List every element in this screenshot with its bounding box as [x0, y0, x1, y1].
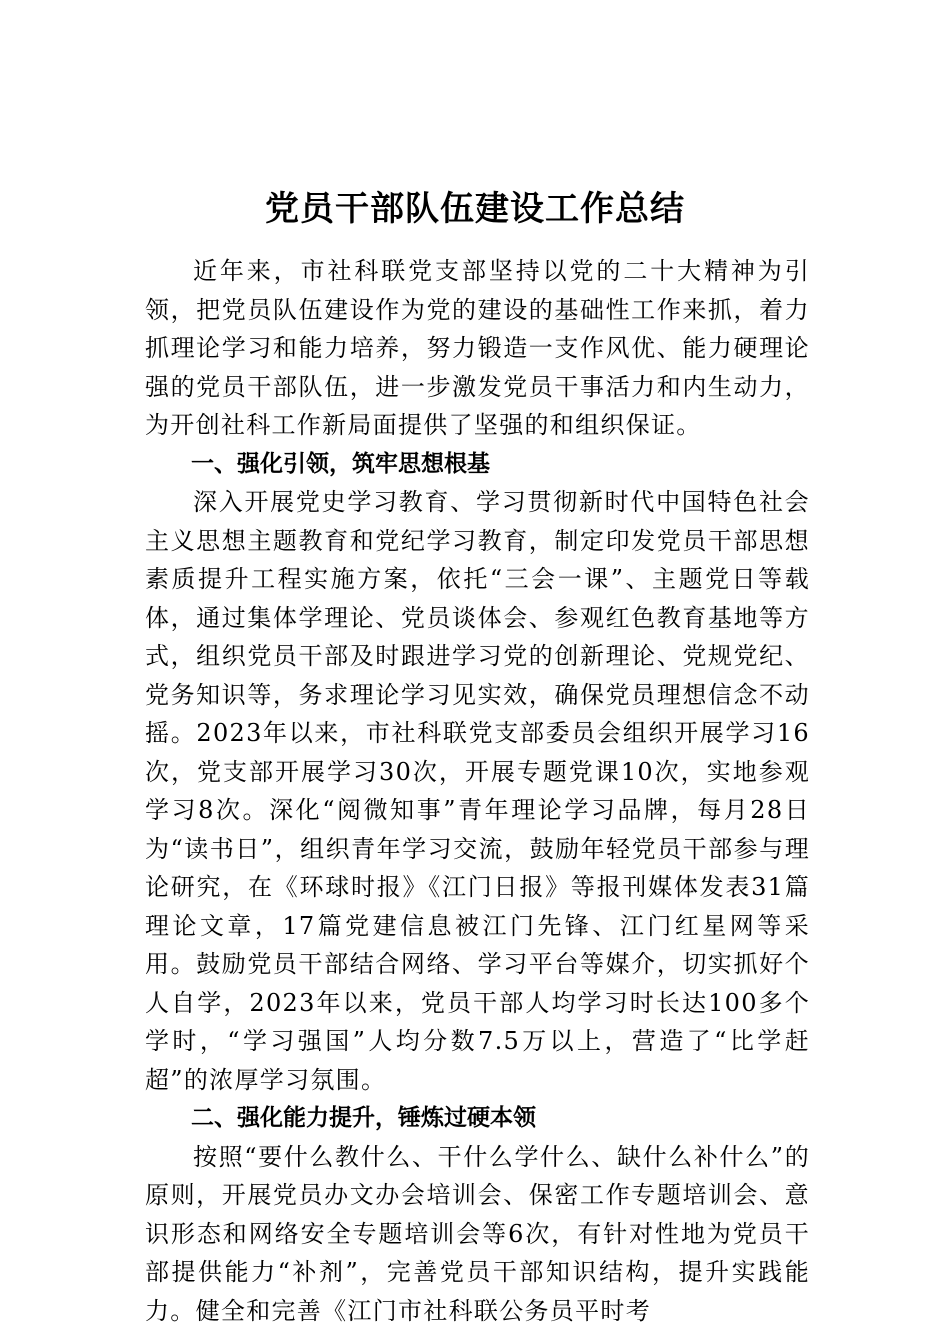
section-1-heading: 一、强化引领，筑牢思想根基 — [191, 450, 490, 477]
document-body — [145, 252, 810, 1330]
document-title: 党员干部队伍建设工作总结 — [265, 188, 685, 229]
section-2-heading: 二、强化能力提升，锤炼过硬本领 — [191, 1105, 536, 1131]
section-2-paragraph: 按照“要什么教什么、干什么学什么、缺什么补什么”的原则，开展党员办文办会培训会、保密工作专题培训会、意识形态和网络安全专题培训会等6次，有针对性地为党员干部提供能力“补剂”，完善党员干部知识结构，提升实践能力。健全和完善《江门市社科联公务员平时考 — [145, 1142, 810, 1325]
section-1-paragraph: 深入开展党史学习教育、学习贯彻新时代中国特色社会主义思想主题教育和党纪学习教育，制定印发党员干部思想素质提升工程实施方案，依托“三会一课”、主题党日等载体，通过集体学理论、党员谈体会、参观红色教育基地等方式，组织党员干部及时跟进学习党的创新理论、党规党纪、党务知识等，务求理论学习见实效，确保党员理想信念不动摇。2023年以来，市社科联党支部委员会组织开展学习16次，党支部开展学习30次，开展专题党课10次，实地参观学习8次。深化“阅微知事”青年理论学习品牌，每月28日为“读书日”，组织青年学习交流，鼓励年轻党员干部参与理论研究，在《环球时报》《江门日报》等报刊媒体发表31篇理论文章，17篇党建信息被江门先锋、江门红星网等采用。鼓励党员干部结合网络、学习平台等媒介，切实抓好个人自学，2023年以来，党员干部人均学习时长达100多个学时，“学习强国”人均分数7.5万以上，营造了“比学赶超”的浓厚学习氛围。 — [145, 488, 810, 1094]
intro-paragraph: 近年来，市社科联党支部坚持以党的二十大精神为引领，把党员队伍建设作为党的建设的基础性工作来抓，着力抓理论学习和能力培养，努力锻造一支作风优、能力硬理论强的党员干部队伍，进一步激发党员干事活力和内生动力，为开创社科工作新局面提供了坚强的和组织保证。 — [145, 257, 810, 439]
